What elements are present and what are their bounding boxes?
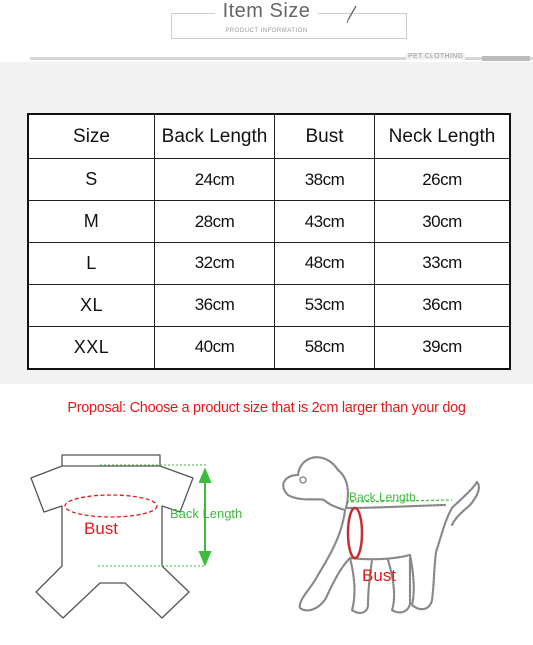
back-length-cell: 36cm (155, 284, 275, 326)
dog-illustration (283, 457, 479, 613)
page-title: Item Size (0, 0, 533, 23)
size-cell: XXL (28, 326, 155, 369)
page-header (0, 0, 533, 55)
size-cell: M (28, 201, 155, 243)
dog-back-length-label: Back Length (349, 490, 416, 504)
garment-back-length-label: Back Length (170, 506, 243, 521)
size-table (27, 113, 511, 370)
table-row (28, 326, 510, 369)
bust-cell: 58cm (275, 326, 375, 369)
header-neck-length: Neck Length (375, 114, 511, 159)
table-row (28, 242, 510, 284)
bust-cell: 38cm (275, 159, 375, 201)
table-row (28, 159, 510, 201)
header-bust: Bust (275, 114, 375, 159)
back-length-cell: 32cm (155, 242, 275, 284)
neck-length-cell: 33cm (375, 242, 511, 284)
neck-length-cell: 26cm (375, 159, 511, 201)
neck-length-cell: 30cm (375, 201, 511, 243)
back-length-cell: 28cm (155, 201, 275, 243)
table-row (28, 201, 510, 243)
table-header-row (28, 114, 510, 159)
dog-bust-ring (348, 508, 362, 558)
header-back-length: Back Length (155, 114, 275, 159)
table-row (28, 284, 510, 326)
dog-bust-label: Bust (362, 566, 397, 585)
garment-bust-label: Bust (84, 519, 119, 538)
pen-icon (345, 4, 359, 24)
bust-cell: 53cm (275, 284, 375, 326)
size-cell: S (28, 159, 155, 201)
header-size: Size (28, 114, 155, 159)
back-length-cell: 40cm (155, 326, 275, 369)
category-tag: PET CLOTHING (408, 53, 464, 60)
bust-cell: 43cm (275, 201, 375, 243)
size-cell: XL (28, 284, 155, 326)
bust-cell: 48cm (275, 242, 375, 284)
size-cell: L (28, 242, 155, 284)
size-proposal-note: Proposal: Choose a product size that is 2cm larger than your dog (67, 400, 466, 416)
divider-end-block (482, 56, 530, 61)
garment-bust-line (65, 495, 157, 517)
measurement-diagram (0, 430, 533, 645)
back-length-cell: 24cm (155, 159, 275, 201)
dog-eye (300, 477, 306, 483)
neck-length-cell: 39cm (375, 326, 511, 369)
neck-length-cell: 36cm (375, 284, 511, 326)
page-subtitle: PRODUCT INFORMATION (225, 28, 308, 34)
